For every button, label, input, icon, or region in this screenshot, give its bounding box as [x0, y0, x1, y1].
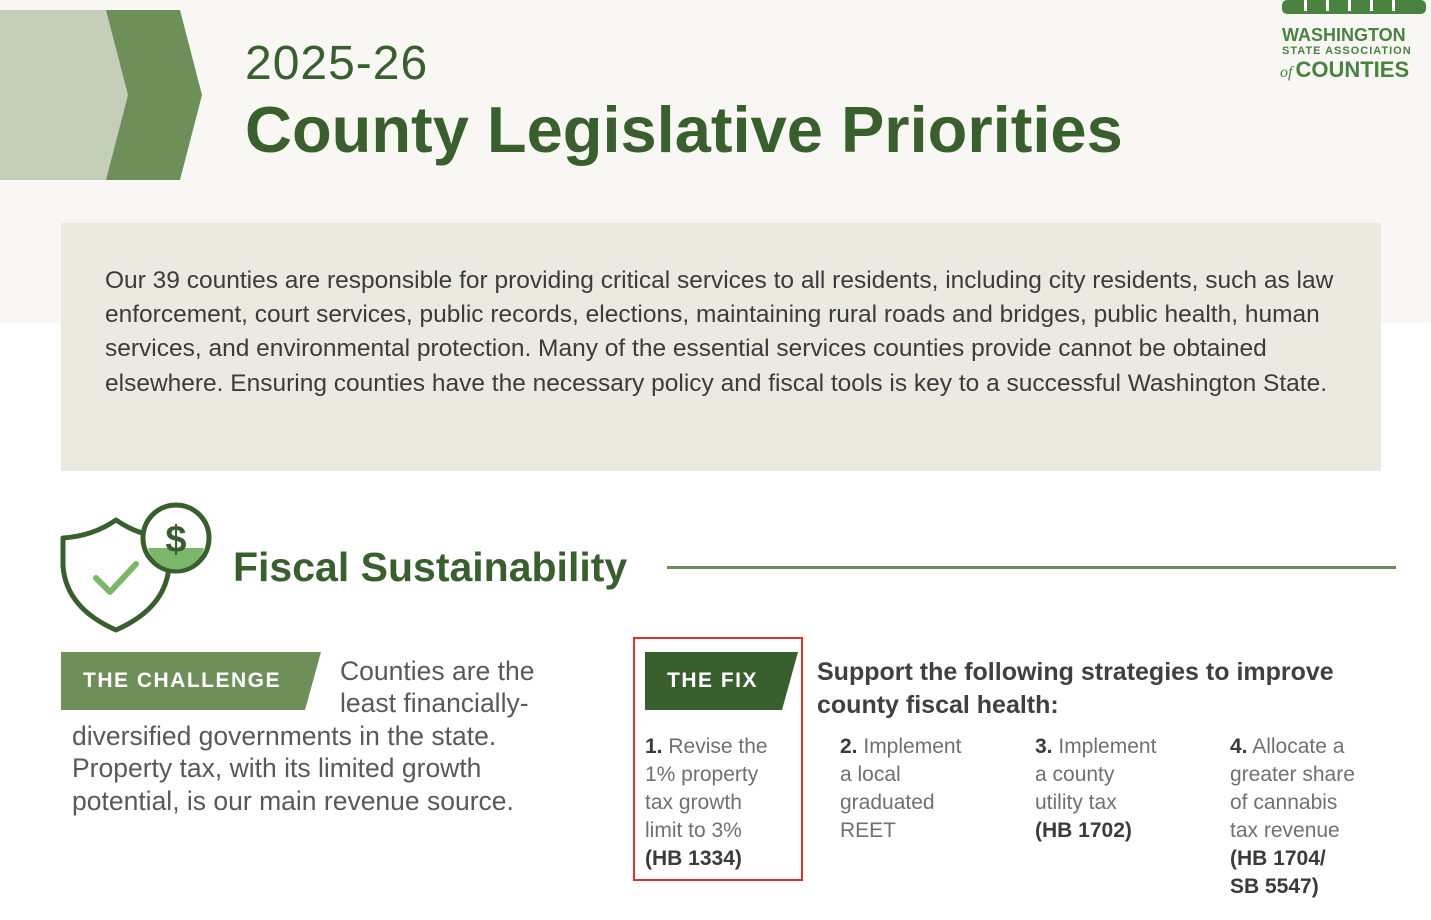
strategy-text-line: greater share [1230, 763, 1355, 786]
fix-label: THE FIX [667, 669, 759, 692]
intro-text: Our 39 counties are responsible for providing critical services to all residents, including city residents, such as law enforcement, court services, public records, elections, maintaining rural roads and bridges, public health, human services, and environmental protection. Many of the essential services counties provide cannot be obtained elsewhere. Ensuring counties have the necessary policy and fiscal tools is key to a successful Washington State. [105, 267, 1334, 397]
strategy-text-line: a local [840, 763, 901, 786]
strategy-text-line: utility tax [1035, 791, 1117, 814]
challenge-text-line: Counties are the [340, 656, 535, 686]
strategy-bill: (HB 1334) [645, 847, 742, 870]
strategy-3 [1035, 733, 1205, 845]
header-year: 2025-26 [245, 37, 429, 90]
page-title: County Legislative Priorities [245, 93, 1123, 166]
strategy-text-line: Revise the [668, 735, 768, 758]
strategy-number: 3. [1035, 735, 1053, 758]
header-chevron-graphic [0, 0, 210, 190]
strategy-text-line: a county [1035, 763, 1115, 786]
strategy-text-line: tax revenue [1230, 819, 1340, 842]
challenge-label: THE CHALLENGE [83, 669, 281, 692]
challenge-text-line: least financially- [340, 688, 529, 718]
strategy-text-line: 1% property [645, 763, 759, 786]
strategy-text-line: limit to 3% [645, 819, 742, 842]
strategy-bill: (HB 1704/ [1230, 847, 1326, 870]
logo-line-1: WASHINGTON [1282, 25, 1406, 45]
section-divider [667, 566, 1396, 569]
fix-heading: Support the following strategies to improve county fiscal health: [817, 658, 1334, 719]
logo-line-2: STATE ASSOCIATION [1282, 45, 1412, 57]
strategy-text-line: Implement [1058, 735, 1157, 758]
section-title: Fiscal Sustainability [233, 544, 628, 590]
strategy-text-line: Implement [863, 735, 962, 758]
strategy-text-line: tax growth [645, 791, 742, 814]
strategy-text-line: REET [840, 819, 897, 842]
logo-line-3 [1280, 57, 1409, 83]
strategy-bill: (HB 1702) [1035, 819, 1132, 842]
wsac-logo [1276, 0, 1428, 84]
svg-text:$: $ [165, 519, 187, 561]
strategy-4 [1230, 733, 1410, 901]
challenge-text-line: diversified governments in the state. [72, 721, 497, 751]
strategy-number: 1. [645, 735, 663, 758]
strategy-number: 2. [840, 735, 858, 758]
strategy-text-line: of cannabis [1230, 791, 1338, 814]
strategy-text-line: Allocate a [1252, 735, 1345, 758]
logo-mark [1282, 0, 1426, 14]
logo-of: of [1280, 64, 1293, 81]
strategy-2 [840, 733, 1010, 845]
strategy-number: 4. [1230, 735, 1248, 758]
strategy-bill: SB 5547) [1230, 875, 1319, 898]
shield-dollar-icon [58, 500, 218, 640]
strategy-text-line: graduated [840, 791, 935, 814]
challenge-text-line: potential, is our main revenue source. [72, 786, 514, 816]
fix-highlight-box [633, 637, 803, 881]
logo-counties: COUNTIES [1295, 57, 1410, 82]
challenge-text-line: Property tax, with its limited growth [72, 753, 482, 783]
